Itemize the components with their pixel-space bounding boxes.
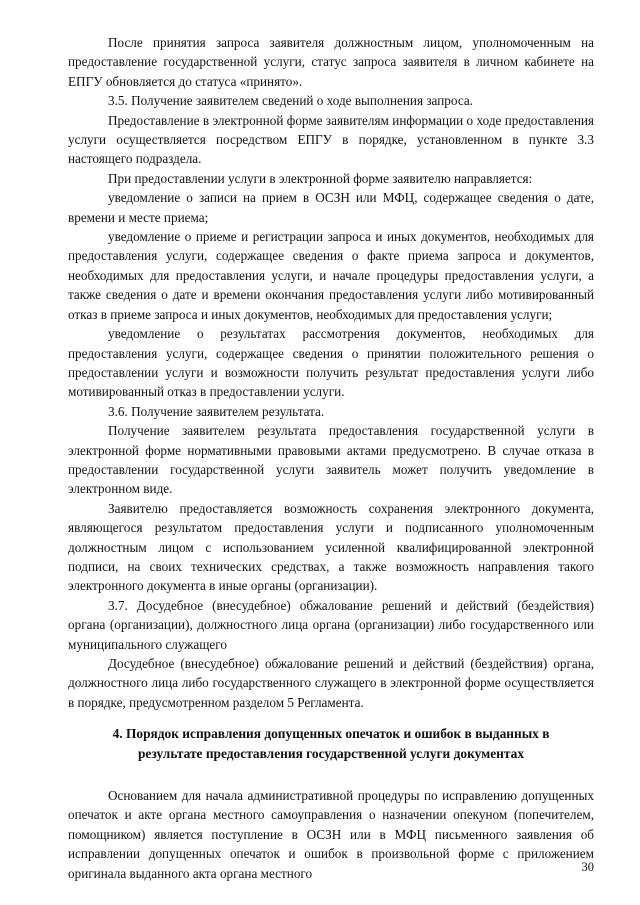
paragraph-3-5-title: 3.5. Получение заявителем сведений о ходе выполнения запроса.	[108, 93, 473, 109]
paragraph-review-results-notice: уведомление о результатах рассмотрения документов, необходимых для предоставления услуги, содержащее сведения о принятии положительного решения о предоставлении услуги и возможности получить результат предоставления услуги либо мотивированный отказ в предоставлении услуги.	[68, 326, 594, 400]
paragraph-status-update: После принятия запроса заявителя должностным лицом, уполномоченным на предоставление государственной услуги, статус запроса заявителя в личном кабинете на ЕПГУ обновляется до статуса «принято».	[68, 35, 594, 89]
paragraph-correction-basis: Основанием для начала административной процедуры по исправлению допущенных опечаток и акте органа местного самоуправления о назначении опекуном (попечителем, помощником) является поступление в ОСЗН или в МФЦ письменного заявления об исправлении допущенных опечаток и ошибок в произвольной форме с приложением оригинала выданного акта органа местного	[68, 788, 594, 881]
paragraph-notifications-intro: При предоставлении услуги в электронной форме заявителю направляется:	[108, 170, 533, 186]
paragraph-3-7-title: 3.7. Досудебное (внесудебное) обжалование решений и действий (бездействия) органа (организации), должностного лица органа (организации) либо государственного или муниципального служащего	[68, 597, 594, 652]
paragraph-appeal-procedure: Досудебное (внесудебное) обжалование решений и действий (бездействия) органа, должностного лица либо государственного служащего в электронной форме осуществляется в порядке, предусмотренном разделом 5 Регламента.	[68, 656, 594, 710]
paragraph-progress-info: Предоставление в электронной форме заявителям информации о ходе предоставления услуги осуществляется посредством ЕПГУ в порядке, установленном в пункте 3.3 настоящего подраздела.	[68, 112, 594, 167]
paragraph-3-6-title: 3.6. Получение заявителем результата.	[108, 403, 325, 419]
page-number: 30	[581, 860, 594, 874]
paragraph-result-receipt: Получение заявителем результата предоставления государственной услуги в электронной форме нормативными правовыми актами предусмотрено. В случае отказа в предоставлении государственной услуги заявитель может получить уведомление в электронном виде.	[68, 423, 594, 497]
paragraph-registration-notice: уведомление о приеме и регистрации запроса и иных документов, необходимых для предоставления услуги, содержащее сведения о факте приема запроса и документов, необходимых для предоставления услуги, и начале процедуры предоставления услуги, а также сведения о дате и времени окончания предоставления услуги либо мотивированный отказ в приеме запроса и иных документов, необходимых для предоставления услуги;	[68, 229, 594, 322]
section-heading: 4. Порядок исправления допущенных опечаток и ошибок в выданных в результате предоставления государственной услуги документах	[112, 726, 550, 761]
paragraph-electronic-document: Заявителю предоставляется возможность сохранения электронного документа, являющегося результатом предоставления услуги и подписанного уполномоченным должностным лицом с использованием усиленной квалифицированной электронной подписи, на своих технических средствах, а также возможность направления такого электронного документа в иные органы (организации).	[68, 500, 594, 594]
paragraph-appointment-notice: уведомление о записи на прием в ОСЗН или МФЦ, содержащее сведения о дате, времени и месте приема;	[68, 190, 594, 225]
